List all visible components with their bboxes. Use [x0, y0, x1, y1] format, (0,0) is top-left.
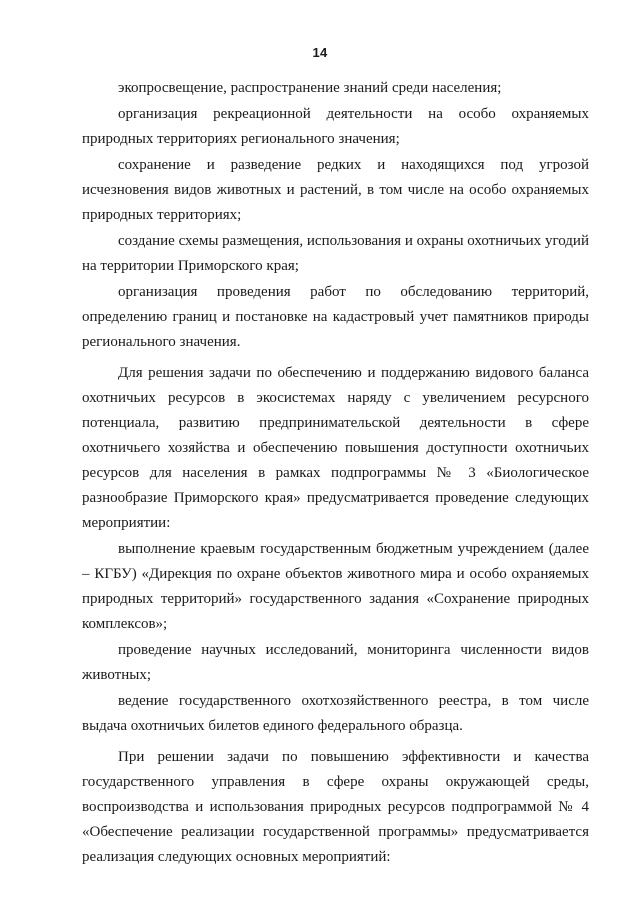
paragraph-rare-species: сохранение и разведение редких и находящихся под угрозой исчезновения видов животных и растений, в том числе на особо охраняемых природных территориях;: [82, 157, 589, 223]
page-number: 14: [312, 45, 328, 60]
paragraph-kgbu-task: выполнение краевым государственным бюджетным учреждением (далее – КГБУ) «Дирекция по охране объектов животного мира и особо охраняемых природных территорий» государственного задания «Сохранение природных комплексов»;: [82, 541, 589, 632]
paragraph-subprogram-3: Для решения задачи по обеспечению и поддержанию видового баланса охотничьих ресурсов в экосистемах наряду с увеличением ресурсного потенциала, развитию предпринимательской деятельности в сфере охотничьего хозяйства и обеспечению повышения доступности охотничьих ресурсов для населения в рамках подпрограммы № 3 «Биологическое разнообразие Приморского края» предусматривается проведение следующих мероприятии:: [82, 365, 589, 531]
paragraph-subprogram-4: При решении задачи по повышению эффективности и качества государственного управления в сфере охраны окружающей среды, воспроизводства и использования природных ресурсов подпрограммой № 4 «Обеспечение реализации государственной программы» предусматривается реализация следующих основных мероприятий:: [82, 749, 589, 865]
paragraph-research-monitoring: проведение научных исследований, мониторинга численности видов животных;: [82, 642, 589, 683]
paragraph-nature-monuments: организация проведения работ по обследованию территорий, определению границ и постановке на кадастровый учет памятников природы регионального значения.: [82, 284, 589, 350]
paragraph-hunting-registry: ведение государственного охотхозяйственного реестра, в том числе выдача охотничьих билетов единого федерального образца.: [82, 693, 589, 734]
paragraph-recreation: организация рекреационной деятельности на особо охраняемых природных территориях регионального значения;: [82, 106, 589, 147]
paragraph-ecoeducation: экопросвещение, распространение знаний среди населения;: [118, 80, 502, 96]
page-body: [82, 76, 589, 871]
paragraph-hunting-grounds-scheme: создание схемы размещения, использования и охраны охотничьих угодий на территории Приморского края;: [82, 233, 589, 274]
